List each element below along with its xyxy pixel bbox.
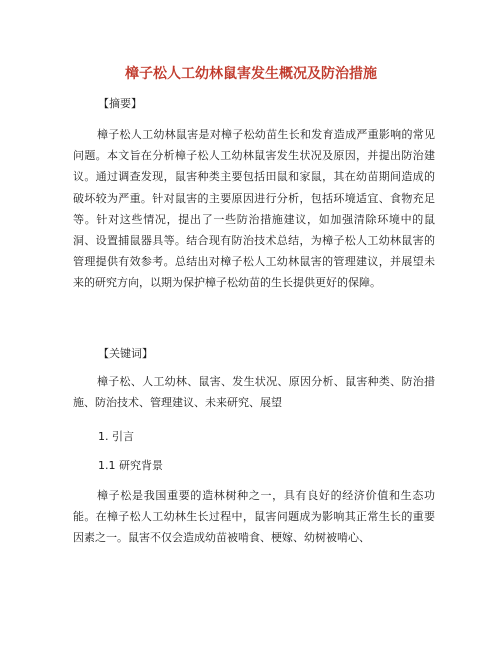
section-heading-introduction: 1. 引言 bbox=[98, 430, 134, 443]
background-paragraph: 樟子松是我国重要的造林树种之一，具有良好的经济价值和生态功能。在樟子松人工幼林生长过程中，鼠害问题成为影响其正常生长的重要因素之一。鼠害不仅会造成幼苗被啃食、梗嫁、幼树被啃心、 bbox=[73, 489, 435, 545]
keywords-paragraph: 樟子松、人工幼林、鼠害、发生状况、原因分析、鼠害种类、防治措施、防治技术、管理建议、未来研究、展望 bbox=[73, 375, 435, 410]
document-title: 樟子松人工幼林鼠害发生概况及防治措施 bbox=[125, 66, 377, 82]
abstract-label: 【摘要】 bbox=[98, 97, 142, 110]
subsection-heading-background: 1.1 研究背景 bbox=[98, 459, 163, 472]
abstract-paragraph: 樟子松人工幼林鼠害是对樟子松幼苗生长和发育造成严重影响的常见问题。本文旨在分析樟子松人工幼林鼠害发生状况及原因，并提出防治建议。通过调查发现，鼠害种类主要包括田鼠和家鼠，其在幼苗期间造成的破坏较为严重。针对鼠害的主要原因进行分析，包括环境适宜、食物充足等。针对这些情况，提出了一些防治措施建议，如加强清除环境中的鼠洞、设置捕鼠器具等。结合现有防治技术总结，为樟子松人工幼林鼠害的管理提供有效参考。总结出对樟子松人工幼林鼠害的管理建议，并展望未来的研究方向，以期为保护樟子松幼苗的生长提供更好的保障。 bbox=[73, 128, 435, 290]
keywords-label: 【关键词】 bbox=[98, 347, 153, 360]
